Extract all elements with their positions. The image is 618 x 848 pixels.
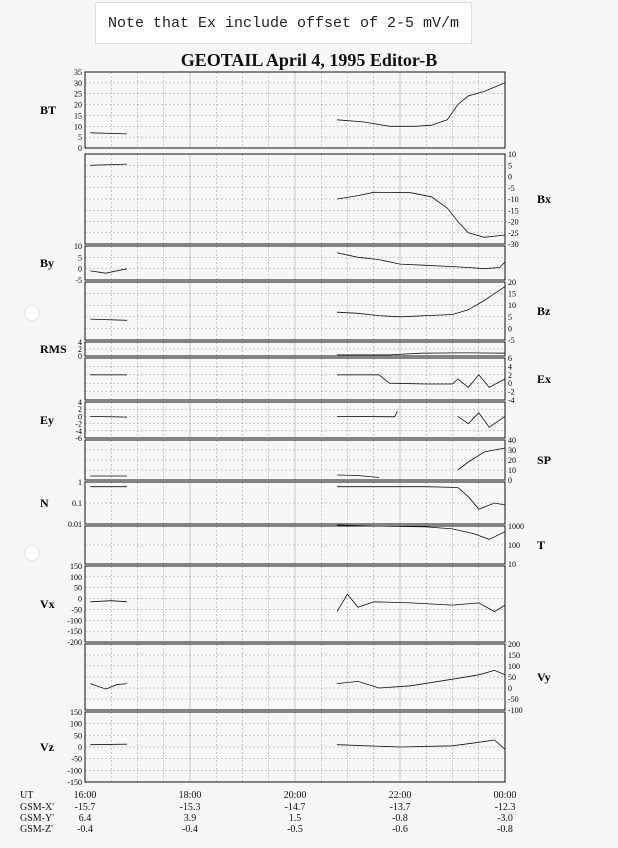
bx-tick-label: 0 bbox=[508, 172, 512, 182]
ey-tick-label: -2 bbox=[75, 419, 82, 429]
footer-row-label: GSM-X' bbox=[20, 802, 55, 813]
rms-tick-label: 2 bbox=[78, 345, 82, 354]
by-tick-label: 0 bbox=[78, 264, 82, 274]
ex-tick-label: 0 bbox=[508, 379, 512, 389]
vx-series-0 bbox=[90, 601, 127, 602]
ey-tick-label: 4 bbox=[78, 398, 82, 407]
footer-value: -15.3 bbox=[179, 802, 201, 813]
ey-tick-label: 0 bbox=[78, 412, 82, 422]
bz-tick-label: 5 bbox=[508, 312, 512, 322]
t-tick-label: 1000 bbox=[508, 522, 524, 531]
n-tick-label: 0.01 bbox=[68, 520, 82, 529]
footer-value: -3.0 bbox=[497, 813, 513, 824]
ex-series-1 bbox=[337, 375, 505, 388]
bz-tick-label: 15 bbox=[508, 289, 516, 299]
sp-label: SP bbox=[537, 453, 552, 467]
bt-label: BT bbox=[40, 103, 57, 117]
bz-tick-label: -5 bbox=[508, 336, 515, 345]
bz-label: Bz bbox=[537, 304, 551, 318]
vx-tick-label: -50 bbox=[71, 605, 82, 615]
bx-tick-label: 10 bbox=[508, 150, 516, 159]
bt-tick-label: 10 bbox=[74, 122, 82, 132]
rms-series-0 bbox=[337, 353, 505, 355]
chart-title: GEOTAIL April 4, 1995 Editor-B bbox=[180, 50, 438, 70]
vz-label: Vz bbox=[40, 740, 54, 754]
bx-tick-label: -15 bbox=[508, 206, 519, 216]
vy-label: Vy bbox=[537, 670, 551, 684]
bx-tick-label: -30 bbox=[508, 240, 519, 249]
by-tick-label: -5 bbox=[75, 276, 82, 285]
bt-series-0 bbox=[90, 133, 127, 134]
footer-value: 00:00 bbox=[493, 790, 517, 801]
ey-tick-label: -6 bbox=[75, 434, 82, 443]
vz-tick-label: -150 bbox=[67, 778, 82, 787]
vy-tick-label: -100 bbox=[508, 706, 523, 715]
footer-value: 22:00 bbox=[388, 790, 412, 801]
bx-tick-label: -5 bbox=[508, 183, 515, 193]
t-label: T bbox=[537, 538, 546, 552]
vx-tick-label: 150 bbox=[70, 562, 82, 571]
vy-tick-label: 50 bbox=[508, 673, 516, 682]
by-tick-label: 5 bbox=[78, 253, 82, 263]
bx-label: Bx bbox=[537, 192, 552, 206]
bt-tick-label: 0 bbox=[78, 144, 82, 153]
ex-tick-label: 2 bbox=[508, 370, 512, 380]
footer-value: -15.7 bbox=[74, 802, 96, 813]
vx-series-1 bbox=[337, 594, 505, 611]
ey-series-2 bbox=[458, 413, 505, 427]
bx-tick-label: -20 bbox=[508, 217, 519, 227]
footer-value: -0.6 bbox=[392, 824, 408, 835]
sp-tick-label: 40 bbox=[508, 436, 516, 445]
vx-tick-label: 100 bbox=[70, 572, 82, 582]
footer-value: -0.8 bbox=[497, 824, 513, 835]
sp-tick-label: 20 bbox=[508, 456, 516, 465]
bx-tick-label: -25 bbox=[508, 228, 519, 238]
bt-tick-label: 5 bbox=[78, 133, 82, 143]
vz-series-1 bbox=[337, 740, 505, 749]
offset-note: Note that Ex include offset of 2-5 mV/m bbox=[95, 2, 472, 44]
footer-value: -0.8 bbox=[392, 813, 408, 824]
vy-tick-label: -50 bbox=[508, 695, 519, 704]
vz-tick-label: 50 bbox=[74, 731, 82, 741]
footer-value: -14.7 bbox=[284, 802, 306, 813]
bt-tick-label: 25 bbox=[74, 89, 82, 99]
t-tick-label: 100 bbox=[508, 541, 520, 550]
by-series-1 bbox=[337, 253, 505, 269]
ey-series-1 bbox=[337, 411, 397, 417]
sp-series-1 bbox=[337, 475, 379, 478]
ex-label: Ex bbox=[537, 372, 552, 386]
vx-tick-label: -150 bbox=[67, 627, 82, 637]
ex-tick-label: 4 bbox=[508, 362, 512, 372]
footer-value: 16:00 bbox=[73, 790, 97, 801]
vy-tick-label: 0 bbox=[508, 684, 512, 693]
vz-tick-label: 0 bbox=[78, 743, 82, 752]
bt-tick-label: 15 bbox=[74, 111, 82, 121]
bz-series-1 bbox=[337, 287, 505, 317]
vy-series-0 bbox=[90, 684, 127, 690]
vz-tick-label: 100 bbox=[70, 719, 82, 729]
bz-series-0 bbox=[90, 319, 127, 320]
by-label: By bbox=[40, 256, 55, 270]
vx-tick-label: -100 bbox=[67, 616, 82, 626]
ex-tick-label: 6 bbox=[508, 354, 512, 363]
footer-value: -0.4 bbox=[182, 824, 198, 835]
footer-value: -0.4 bbox=[77, 824, 93, 835]
by-series-0 bbox=[90, 269, 127, 274]
footer-value: 1.5 bbox=[288, 813, 302, 824]
n-series-1 bbox=[337, 487, 505, 510]
footer-value: 18:00 bbox=[178, 790, 202, 801]
footer-row-label: UT bbox=[20, 790, 34, 801]
ey-tick-label: -4 bbox=[75, 426, 82, 436]
bx-tick-label: -10 bbox=[508, 195, 519, 204]
bz-tick-label: 20 bbox=[508, 278, 516, 287]
by-tick-label: 10 bbox=[74, 242, 82, 251]
vx-label: Vx bbox=[40, 597, 55, 611]
sp-tick-label: 10 bbox=[508, 466, 516, 475]
vy-tick-label: 200 bbox=[508, 640, 520, 649]
ex-tick-label: -2 bbox=[508, 387, 515, 397]
vy-tick-label: 150 bbox=[508, 651, 520, 660]
footer-row-label: GSM-Z' bbox=[20, 824, 53, 835]
ey-tick-label: 2 bbox=[78, 405, 82, 415]
vz-tick-label: -100 bbox=[67, 766, 82, 776]
bz-tick-label: 0 bbox=[508, 324, 512, 334]
ex-tick-label: -4 bbox=[508, 396, 515, 405]
footer-value: -13.7 bbox=[389, 802, 411, 813]
footer-value: -12.3 bbox=[494, 802, 516, 813]
bx-tick-label: 5 bbox=[508, 161, 512, 171]
bz-tick-label: 10 bbox=[508, 301, 516, 311]
vz-tick-label: 150 bbox=[70, 708, 82, 717]
vy-tick-label: 100 bbox=[508, 662, 520, 671]
footer-row-label: GSM-Y' bbox=[20, 813, 55, 824]
footer-value: 20:00 bbox=[283, 790, 307, 801]
vy-series-1 bbox=[337, 670, 505, 688]
t-series-1 bbox=[337, 525, 505, 539]
ey-label: Ey bbox=[40, 413, 55, 427]
bt-tick-label: 35 bbox=[74, 68, 82, 77]
footer-value: -0.5 bbox=[287, 824, 303, 835]
n-tick-label: 0.1 bbox=[72, 499, 82, 508]
rms-tick-label: 4 bbox=[78, 338, 82, 347]
vz-series-0 bbox=[90, 744, 127, 745]
footer-value: 6.4 bbox=[78, 813, 92, 824]
vz-tick-label: -50 bbox=[71, 754, 82, 764]
vx-tick-label: 0 bbox=[78, 594, 82, 604]
rms-tick-label: 0 bbox=[78, 352, 82, 361]
vx-tick-label: -200 bbox=[67, 638, 82, 647]
sp-tick-label: 0 bbox=[508, 476, 512, 485]
t-tick-label: 10 bbox=[508, 560, 516, 569]
sp-series-2 bbox=[458, 448, 505, 470]
bt-tick-label: 20 bbox=[74, 100, 82, 110]
n-label: N bbox=[40, 496, 49, 510]
sp-tick-label: 30 bbox=[508, 446, 516, 455]
vx-tick-label: 50 bbox=[74, 583, 82, 593]
rms-label: RMS bbox=[40, 342, 67, 356]
footer-value: 3.9 bbox=[183, 813, 197, 824]
n-tick-label: 1 bbox=[78, 478, 82, 487]
bt-tick-label: 30 bbox=[74, 78, 82, 88]
